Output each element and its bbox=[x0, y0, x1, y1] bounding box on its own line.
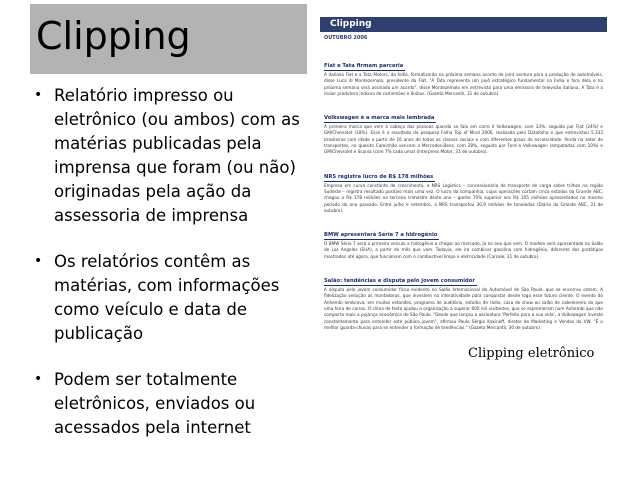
bullet-dot-icon: • bbox=[34, 371, 43, 387]
article-title: NRS registra lucro de R$ 178 milhões bbox=[324, 173, 434, 180]
clipping-header: Clipping bbox=[320, 17, 607, 32]
slide-title-box bbox=[30, 4, 307, 74]
bullet-item bbox=[30, 368, 320, 440]
bullet-text: Os relatórios contêm as matérias, com informações como veículo e data de publicação bbox=[54, 252, 280, 343]
bullet-text: Relatório impresso ou eletrônico (ou ambos) com as matérias publicadas pela imprensa que foram (ou não) originadas pela ação da assessoria de imprensa bbox=[54, 86, 300, 225]
clipping-date: OUTUBRO 2006 bbox=[324, 35, 368, 41]
bullet-dot-icon: • bbox=[34, 253, 43, 269]
article-title: BMW apresentará Série 7 a hidrogênio bbox=[324, 232, 438, 239]
article-body: O BMW Série 7 será o primeiro veículo a hidrogênio a chegar ao mercado, já no ano que vem. O modelo será apresentado no Salão de Los Angeles (EUA), a partir do mês que vem. Todavia, ele irá combinar gasolina com hidrogênio, diferente dos protótipos mostrados até agora, que funcionam com o combustível limpo e eletricidade (Carsale, 31 de outubro). bbox=[324, 241, 603, 259]
article-body: A primeira marca que vem à cabeça das pessoas quando se fala em carro é Volkswagen, com 33%, seguida por Fiat (24%) e GM/Chevrolet (18%). Esse é o resultado da pesquisa Folha Top of Mind 2006, realizada pelo Datafolha e que entrevistou 5.333 brasileiros com idade a partir de 16 anos de todas as classes sociais e com diferentes graus de escolaridade. Ainda no setor de transportes, no quesito Caminhão vencem a Mercedes-Benz, com 28%, seguida por Ford e Volkswagen (empatadas com 10%) e GM/Chevrolet e Scania (com 7% cada uma) (Interpress Motor, 31 de outubro). bbox=[324, 124, 603, 155]
bullet-dot-icon: • bbox=[34, 87, 43, 103]
clipping-article bbox=[320, 267, 607, 331]
clipping-article bbox=[320, 52, 607, 97]
bullet-item bbox=[30, 84, 320, 228]
article-body: Empresa em curva constante de crescimento, a NRS Logistics – concessionária de transporte de carga sobre trilhos na região Sudeste – registra resultado positivo mais uma vez. O lucro da companhia, cujas operações cortam cinco estados da Grande ABC, chegou a R$ 178 milhões no terceiro trimestre deste ano – ganho 70% superior aos R$ 105 milhões apresentados no mesmo período do ano passado. Entre julho e setembro, a NRS transportou 30,9 milhões de toneladas (Diário do Grande ABC, 31 de outubro). bbox=[324, 182, 603, 213]
clipping-article bbox=[320, 104, 607, 155]
clipping-article bbox=[320, 163, 607, 214]
bullet-list bbox=[30, 84, 320, 462]
article-body: A italiana Fiat e a Tata Motors, da Índia, formalizarão na próxima semana acordo de joint venture para a produção de automóveis, disse Luca di Montezemolo, presidente da Fiat. "A Tata representa um pivô estratégico fundamental na Índia e fora dela e na próxima semana será assinado um acordo", disse Montezemolo em entrevista para uma emissora de televisão italiana. A Tata é a maior produtora indiana de caminhões e ônibus. (Gazeta Mercantil, 31 de outubro). bbox=[324, 72, 603, 96]
clipping-report-image bbox=[320, 17, 607, 343]
image-caption: Clipping eletrônico bbox=[468, 346, 595, 361]
bullet-item bbox=[30, 250, 320, 346]
clipping-article bbox=[320, 221, 607, 260]
article-body: A disputa pelo jovem consumidor ficou evidente no Salão Internacional do Automóvel de São Paulo, que se encerrou ontem. A fidelização sedução as montadoras, que investem na interatividade para conquistar desde logo esse futuro cliente. O evento do Anhembi lembrava, em muitos estandes, programa de auditório, estúdio de rádio, casa de show ou salão de cabeleireiro do que uma feira de carros. O clima de festa ajudou a organização a superar 600 mil visitantes, que se espremeram num Anhembi que não comporta mais a pujança econômica de São Paulo. "Desde que lançou a assinatura 'Perfeito para a sua vida', a Volkswagen investe constantemente para entender este público jovem", afirmou Paulo Sérgio Kakinoff, diretor de Marketing e Vendas da VW. "É o melhor guarda-chuvas para se entender a formação de tendências." (Gazeta Mercantil, 30 de outubro). bbox=[324, 287, 603, 330]
article-title: Salão: tendências e disputa pelo jovem consumidor bbox=[324, 278, 475, 285]
article-title: Fiat e Tata firmam parceria bbox=[324, 63, 404, 69]
article-title: Volkswagen é a marca mais lembrada bbox=[324, 115, 435, 122]
bullet-text: Podem ser totalmente eletrônicos, enviados ou acessados pela internet bbox=[54, 370, 256, 437]
slide-title: Clipping bbox=[36, 14, 191, 58]
